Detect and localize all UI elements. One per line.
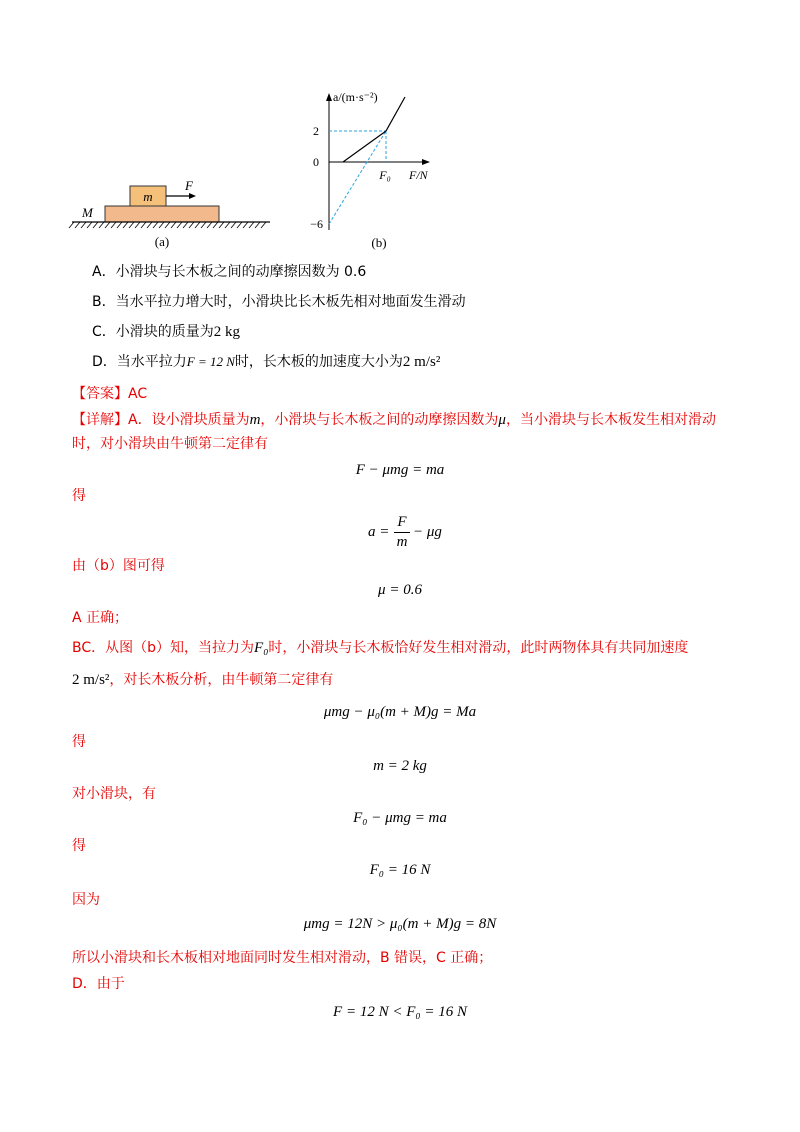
option-a: A．小滑块与长木板之间的动摩擦因数为 0.6 (92, 264, 367, 280)
hatch-mark (117, 222, 122, 228)
for-block: 对小滑块，有 (72, 786, 156, 802)
hatch-mark (111, 222, 116, 228)
hatch-mark (129, 222, 134, 228)
option-d (92, 352, 440, 372)
option-b: B．当水平拉力增大时，小滑块比长木板先相对地面发生滑动 (92, 294, 466, 310)
block-line (386, 97, 405, 131)
board-label: M (82, 205, 93, 220)
var-f0: F₀ (254, 640, 269, 656)
figure-a-caption: (a) (154, 234, 170, 249)
option-c-value: 2 kg (213, 324, 241, 340)
long-board (105, 206, 219, 222)
x-axis-label: F/N (409, 168, 428, 182)
detail-text: BC．从图（b）知，当拉力为 (72, 640, 255, 656)
detail-text: ，当小滑块与长木板发生相对滑动 (505, 412, 716, 428)
eq2-numerator: F (397, 514, 407, 530)
var-m: m (249, 412, 261, 428)
option-c-text: C．小滑块的质量为 (92, 324, 214, 340)
board-line (343, 131, 386, 162)
option-d-prefix: D．当水平拉力 (92, 354, 187, 370)
origin-label: 0 (313, 155, 319, 169)
f0-label: F₀ (379, 168, 391, 182)
figure-b (295, 85, 455, 255)
equation-1: F − μmg = ma (355, 462, 445, 478)
equation-6: F₀ − μmg = ma (353, 810, 447, 826)
detail-line-2: 时，对小滑块由牛顿第二定律有 (72, 436, 268, 452)
de-3: 得 (72, 838, 86, 854)
de-2: 得 (72, 734, 86, 750)
answer-tag: 【答案】 (72, 386, 128, 402)
force-label: F (185, 178, 193, 193)
hatch-mark (93, 222, 98, 228)
hatch-mark (171, 222, 176, 228)
option-d-mid: 时，长木板的加速度大小为 (234, 354, 403, 370)
tick-neg6: −6 (310, 217, 323, 231)
detail-text: ，小滑块与长木板之间的动摩擦因数为 (260, 412, 499, 428)
bc-line-1 (72, 638, 688, 658)
figure-a (60, 170, 290, 260)
var-mu: μ (498, 412, 506, 428)
hatch-mark (135, 222, 140, 228)
from-b: 由（b）图可得 (72, 558, 165, 574)
because: 因为 (72, 892, 100, 908)
hatch-mark (225, 222, 230, 228)
detail-text: A．设小滑块质量为 (128, 412, 250, 428)
figure-b-caption: (b) (371, 235, 387, 250)
hatch-mark (177, 222, 182, 228)
hatch-mark (147, 222, 152, 228)
hatch-mark (189, 222, 194, 228)
bc-value: 2 m/s² (72, 672, 110, 688)
hatch-mark (195, 222, 200, 228)
hatch-mark (81, 222, 86, 228)
hatch-mark (219, 222, 224, 228)
hatch-mark (75, 222, 80, 228)
hatch-mark (165, 222, 170, 228)
hatch-mark (249, 222, 254, 228)
detail-text: ，对长木板分析，由牛顿第二定律有 (109, 672, 334, 688)
hatch-mark (87, 222, 92, 228)
y-axis-label: a/(m·s⁻²) (333, 90, 378, 104)
y-axis-arrowhead (326, 93, 332, 101)
option-d-value: 2 m/s² (402, 354, 441, 370)
hatch-mark (153, 222, 158, 228)
dashed-extension (329, 131, 386, 224)
eq2-rhs: − μg (413, 524, 442, 540)
hatch-mark (159, 222, 164, 228)
tick-2: 2 (313, 124, 319, 138)
hatch-mark (123, 222, 128, 228)
equation-3: μ = 0.6 (378, 582, 422, 598)
option-d-expr: F = 12 N (186, 354, 235, 369)
option-c (92, 322, 240, 342)
ground-hatch (69, 222, 266, 228)
answer-value: AC (128, 386, 148, 402)
hatch-mark (261, 222, 266, 228)
hatch-mark (99, 222, 104, 228)
hatch-mark (69, 222, 74, 228)
bc-line-2 (72, 670, 333, 690)
detail-line-1 (72, 410, 716, 430)
detail-text: 时，小滑块与长木板恰好发生相对滑动，此时两物体具有共同加速度 (268, 640, 689, 656)
equation-9: F = 12 N < F₀ = 16 N (333, 1004, 467, 1020)
hatch-mark (183, 222, 188, 228)
eq2-lhs: a = (368, 524, 390, 540)
answer-line (72, 384, 147, 404)
hatch-mark (141, 222, 146, 228)
equation-4: μmg − μ₀(m + M)g = Ma (323, 704, 477, 720)
conclusion: 所以小滑块和长木板相对地面同时发生相对滑动，B 错误，C 正确； (72, 950, 493, 966)
de-1: 得 (72, 488, 86, 504)
equation-8: μmg = 12N > μ₀(m + M)g = 8N (303, 916, 497, 932)
hatch-mark (201, 222, 206, 228)
a-correct: A 正确； (72, 610, 129, 626)
hatch-mark (255, 222, 260, 228)
force-arrowhead (189, 193, 196, 199)
d-lead: D．由于 (72, 976, 125, 992)
equation-5: m = 2 kg (373, 758, 427, 774)
equation-7: F₀ = 16 N (369, 862, 431, 878)
hatch-mark (105, 222, 110, 228)
eq2-denominator: m (396, 534, 408, 550)
hatch-mark (237, 222, 242, 228)
hatch-mark (213, 222, 218, 228)
hatch-mark (207, 222, 212, 228)
x-axis-arrowhead (422, 159, 430, 165)
detail-tag: 【详解】 (72, 412, 128, 428)
hatch-mark (231, 222, 236, 228)
mass-label: m (143, 189, 153, 204)
hatch-mark (243, 222, 248, 228)
